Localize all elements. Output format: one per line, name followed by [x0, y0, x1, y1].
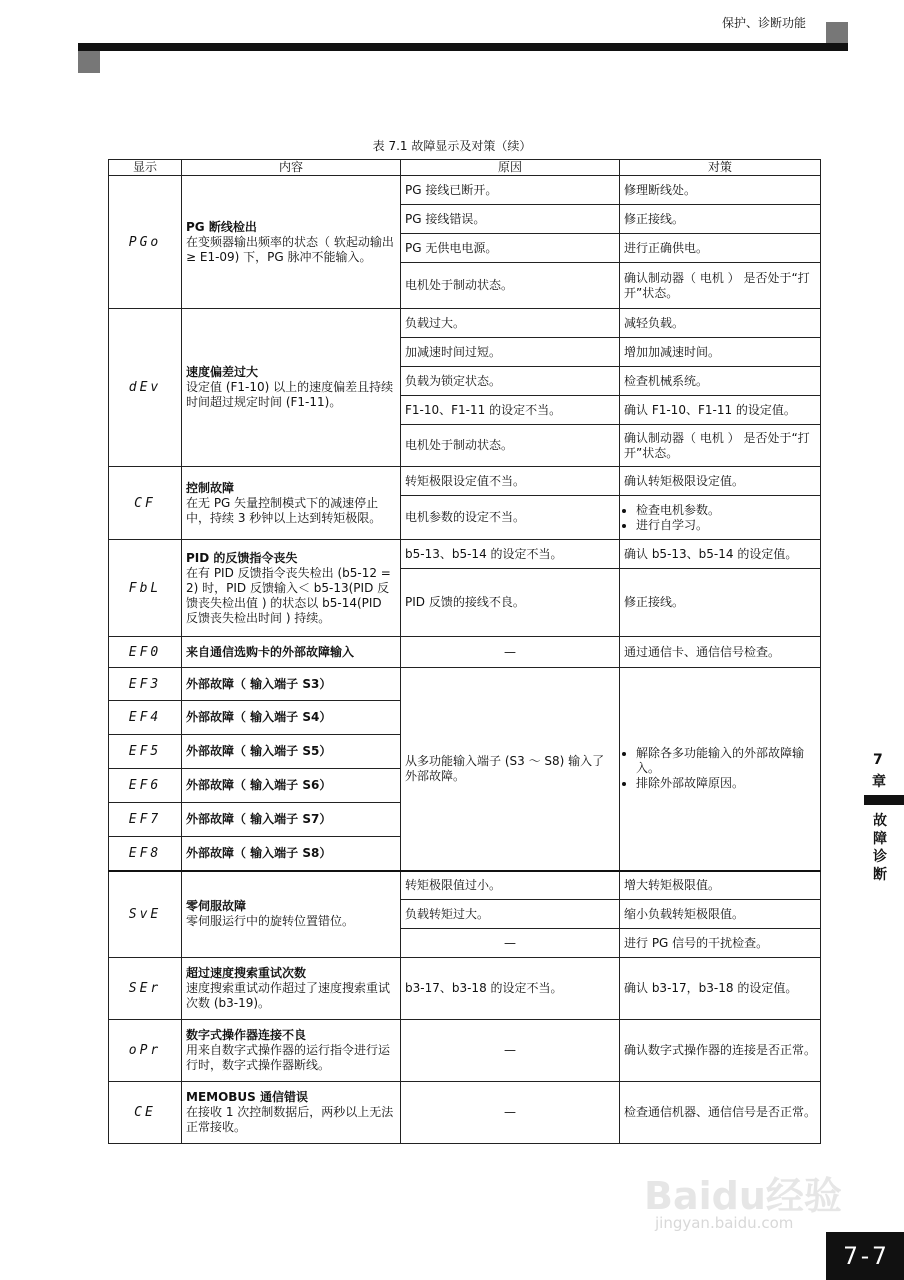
cause-cell: PG 接线已断开。: [401, 176, 620, 205]
cause-cell: 电机参数的设定不当。: [401, 496, 620, 540]
action-cell: [620, 496, 821, 540]
fault-code: FbL: [109, 540, 182, 637]
action-cell: 通过通信卡、通信信号检查。: [620, 637, 821, 668]
table-row: [109, 309, 821, 338]
fault-content: [182, 637, 401, 668]
fault-content: [182, 735, 401, 769]
fault-title: 控制故障: [186, 480, 235, 495]
list-item: • 进行自学习。: [636, 518, 816, 533]
table-row: [109, 1020, 821, 1082]
cause-cell: b3-17、b3-18 的设定不当。: [401, 958, 620, 1020]
fault-content: [182, 958, 401, 1020]
list-item: • 检查电机参数。: [636, 503, 816, 518]
table-header-row: [109, 160, 821, 176]
action-cell: 确认 F1-10、F1-11 的设定值。: [620, 396, 821, 425]
table-row: [109, 958, 821, 1020]
fault-content: [182, 803, 401, 837]
cause-cell: 负载为锁定状态。: [401, 367, 620, 396]
fault-description: 零伺服运行中的旋转位置错位。: [186, 914, 355, 929]
column-header: 显示: [109, 160, 182, 176]
cause-cell: 加减速时间过短。: [401, 338, 620, 367]
table-row: [109, 1082, 821, 1144]
table-row: [109, 871, 821, 900]
fault-code: EF6: [109, 769, 182, 803]
fault-title: 零伺服故障: [186, 899, 247, 914]
fault-title: PID 的反馈指令丧失: [186, 550, 298, 565]
section-title: 保护、诊断功能: [722, 16, 807, 30]
fault-description: 设定值 (F1-10) 以上的速度偏差且持续时间超过规定时间 (F1-11)。: [186, 380, 394, 409]
action-cell: 检查机械系统。: [620, 367, 821, 396]
cause-cell: b5-13、b5-14 的设定不当。: [401, 540, 620, 569]
fault-title: 外部故障（ 输入端子 S5）: [186, 744, 332, 758]
fault-code: CF: [109, 467, 182, 540]
action-cell: 增加加减速时间。: [620, 338, 821, 367]
fault-code: EF7: [109, 803, 182, 837]
fault-description: 用来自数字式操作器的运行指令进行运行时，数字式操作器断线。: [186, 1043, 391, 1072]
fault-code: EF3: [109, 668, 182, 701]
action-cell: 确认 b3-17，b3-18 的设定值。: [620, 958, 821, 1020]
fault-code: CE: [109, 1082, 182, 1144]
action-cell: 确认数字式操作器的连接是否正常。: [620, 1020, 821, 1082]
cause-cell: —: [401, 1082, 620, 1144]
action-cell: 修正接线。: [620, 205, 821, 234]
action-cell: 增大转矩极限值。: [620, 871, 821, 900]
action-cell: 减轻负载。: [620, 309, 821, 338]
chapter-number: 7: [873, 752, 883, 768]
action-cell: 进行正确供电。: [620, 234, 821, 263]
fault-description: 在接收 1 次控制数据后，两秒以上无法正常接收。: [186, 1105, 394, 1134]
table-caption: 表 7.1 故障显示及对策（续）: [372, 139, 532, 153]
action-cell: 进行 PG 信号的干扰检查。: [620, 929, 821, 958]
fault-code: PGo: [109, 176, 182, 309]
cause-cell: —: [401, 929, 620, 958]
cause-cell: PG 无供电电源。: [401, 234, 620, 263]
cause-cell: F1-10、F1-11 的设定不当。: [401, 396, 620, 425]
fault-content: [182, 837, 401, 871]
fault-title: MEMOBUS 通信错误: [186, 1090, 308, 1104]
cause-cell: 转矩极限值过小。: [401, 871, 620, 900]
table-row: [109, 467, 821, 496]
action-cell: 缩小负载转矩极限值。: [620, 900, 821, 929]
column-header: 对策: [620, 160, 821, 176]
table-row: [109, 637, 821, 668]
fault-title: PG 断线检出: [186, 219, 257, 234]
fault-title: 来自通信选购卡的外部故障输入: [186, 644, 355, 659]
header-marker-square: [78, 51, 100, 73]
watermark-url: jingyan.baidu.com: [655, 1214, 794, 1232]
fault-code: EF5: [109, 735, 182, 769]
fault-code: dEv: [109, 309, 182, 467]
cause-cell: 负载转矩过大。: [401, 900, 620, 929]
fault-code: oPr: [109, 1020, 182, 1082]
cause-cell: 从多功能输入端子 (S3 ～ S8) 输入了外部故障。: [401, 668, 620, 871]
action-cell: 确认制动器（ 电机 ） 是否处于“打开”状态。: [620, 425, 821, 467]
chapter-title: 故障诊断: [873, 813, 887, 883]
fault-content: [182, 467, 401, 540]
fault-content: [182, 668, 401, 701]
fault-content: [182, 176, 401, 309]
fault-code: EF0: [109, 637, 182, 668]
fault-description: 速度搜索重试动作超过了速度搜索重试次数 (b3-19)。: [186, 981, 391, 1010]
fault-code: EF4: [109, 701, 182, 735]
action-cell: 检查通信机器、通信信号是否正常。: [620, 1082, 821, 1144]
fault-description: 在变频器输出频率的状态（ 软起动输出≥ E1-09) 下，PG 脉冲不能输入。: [186, 234, 394, 264]
fault-table: [108, 159, 821, 1144]
cause-cell: —: [401, 637, 620, 668]
fault-content: [182, 701, 401, 735]
fault-description: 在无 PG 矢量控制模式下的减速停止中，持续 3 秒钟以上达到转矩极限。: [186, 495, 382, 525]
fault-title: 外部故障（ 输入端子 S4）: [186, 710, 332, 724]
fault-title: 数字式操作器连接不良: [186, 1028, 307, 1042]
list-item: • 解除各多功能输入的外部故障输入。: [636, 746, 816, 776]
cause-cell: 电机处于制动状态。: [401, 263, 620, 309]
action-cell: 确认制动器（ 电机 ） 是否处于“打开”状态。: [620, 263, 821, 309]
cause-cell: PID 反馈的接线不良。: [401, 569, 620, 637]
fault-description: 在有 PID 反馈指令丧失检出 (b5-12 = 2) 时，PID 反馈输入＜ b5-13(PID 反馈丧失检出值 ) 的状态以 b5-14(PID 反馈丧失检出时间 ) 持续。: [186, 565, 391, 625]
fault-code: SEr: [109, 958, 182, 1020]
cause-cell: 电机处于制动状态。: [401, 425, 620, 467]
chapter-tab-bar: [864, 795, 904, 805]
column-header: 原因: [401, 160, 620, 176]
action-cell: 修正接线。: [620, 569, 821, 637]
column-header: 内容: [182, 160, 401, 176]
action-cell: 修理断线处。: [620, 176, 821, 205]
fault-title: 外部故障（ 输入端子 S6）: [186, 778, 332, 792]
fault-content: [182, 871, 401, 958]
chapter-label: 章: [872, 774, 886, 790]
fault-content: [182, 309, 401, 467]
fault-content: [182, 769, 401, 803]
fault-title: 外部故障（ 输入端子 S7）: [186, 812, 332, 826]
action-list: [624, 746, 816, 791]
cause-cell: 负载过大。: [401, 309, 620, 338]
list-item: • 排除外部故障原因。: [636, 776, 816, 791]
fault-title: 外部故障（ 输入端子 S3）: [186, 676, 332, 691]
fault-title: 超过速度搜索重试次数: [186, 966, 307, 980]
action-cell: [620, 668, 821, 871]
fault-code: EF8: [109, 837, 182, 871]
header-rule: [78, 43, 848, 51]
fault-title: 速度偏差过大: [186, 365, 259, 379]
watermark-logo: Baidu经验: [644, 1174, 842, 1218]
action-cell: 确认 b5-13、b5-14 的设定值。: [620, 540, 821, 569]
action-list: [624, 503, 816, 533]
cause-cell: PG 接线错误。: [401, 205, 620, 234]
fault-content: [182, 1082, 401, 1144]
table-row: [109, 540, 821, 569]
fault-title: 外部故障（ 输入端子 S8）: [186, 845, 332, 860]
fault-content: [182, 1020, 401, 1082]
cause-cell: 转矩极限设定值不当。: [401, 467, 620, 496]
action-cell: 确认转矩极限设定值。: [620, 467, 821, 496]
table-row: [109, 176, 821, 205]
cause-cell: —: [401, 1020, 620, 1082]
fault-code: SvE: [109, 871, 182, 958]
page-number: 7-7: [826, 1232, 904, 1280]
table-row: [109, 668, 821, 701]
fault-content: [182, 540, 401, 637]
